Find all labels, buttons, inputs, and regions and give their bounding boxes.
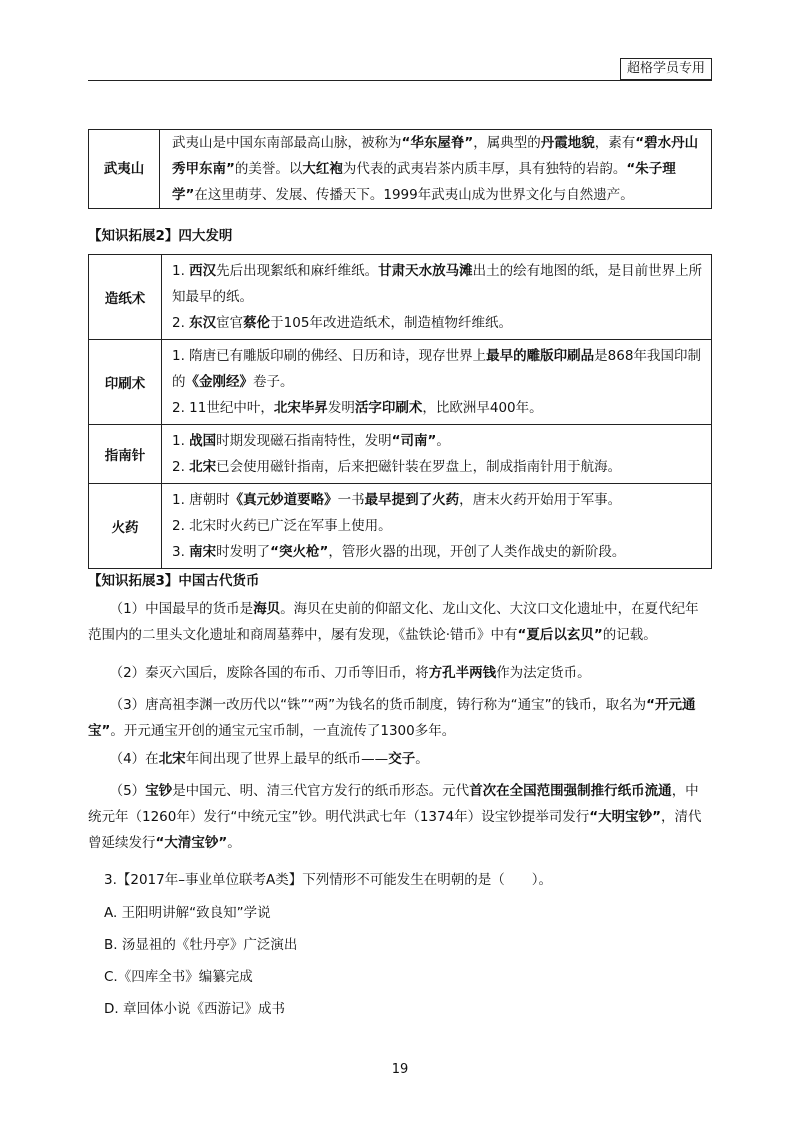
- option-b: B. 汤显祖的《牡丹亭》广泛演出: [104, 937, 298, 953]
- text-run: 宝钞: [145, 783, 173, 799]
- text-run: 《真元妙道要略》: [229, 492, 338, 508]
- currency-paragraph: [88, 778, 712, 856]
- text-run: 1. 唐朝时: [172, 492, 230, 508]
- invention-row: [89, 425, 712, 484]
- text-run: 年间出现了世界上最早的纸币——: [185, 751, 389, 767]
- text-run: 北宋毕昇: [273, 400, 328, 416]
- text-run: 时期发现磁石指南特性，发明: [216, 433, 392, 449]
- text-run: “大明宝钞”: [589, 809, 661, 825]
- text-run: ，管形火器的出现，开创了人类作战史的新阶段。: [328, 544, 626, 560]
- text-run: （1）中国最早的货币是: [109, 601, 254, 617]
- segment: ，素有: [594, 135, 636, 151]
- text-run: 。: [415, 751, 429, 767]
- text-run: 先后出现絮纸和麻纤维纸。: [216, 263, 379, 279]
- invention-item: [172, 513, 705, 539]
- invention-item: [172, 487, 705, 513]
- currency-paragraph: [88, 746, 712, 772]
- text-run: 。开元通宝开创的通宝元宝币制，一直流传了1300多年。: [110, 723, 456, 739]
- segment: “朱子理学”: [172, 161, 676, 203]
- text-run: 已会使用磁针指南，后来把磁针装在罗盘上，制成指南针用于航海。: [216, 459, 622, 475]
- text-run: 西汉: [189, 263, 217, 279]
- inventions-table: [88, 254, 712, 569]
- segment: 大红袍: [302, 161, 343, 177]
- text-run: 的记载。: [602, 627, 657, 643]
- invention-name: 火药: [89, 484, 162, 569]
- text-run: 蔡伦: [243, 315, 271, 331]
- text-run: 于105年改进造纸术，制造植物纤维纸。: [270, 315, 512, 331]
- section-title-inventions: 【知识拓展2】四大发明: [88, 228, 233, 244]
- text-run: 首次在全国范围强制推行纸币流通: [469, 783, 672, 799]
- text-run: （3）唐高祖李渊一改历代以“铢”“两”为钱名的货币制度，铸行称为“通宝”的钱币，取名为: [109, 697, 647, 713]
- text-run: 2.: [172, 315, 190, 331]
- segment: “碧水丹山秀甲东南”: [172, 135, 699, 177]
- invention-row: [89, 484, 712, 569]
- invention-name: 印刷术: [89, 340, 162, 425]
- text-run: 海贝: [253, 601, 281, 617]
- text-run: 是868年我国印制的: [172, 348, 701, 390]
- text-run: 北宋: [189, 459, 217, 475]
- invention-items: [162, 340, 712, 425]
- currency-paragraph: [88, 596, 712, 648]
- text-run: ，唐末火药开始用于军事。: [459, 492, 622, 508]
- segment: 在这里萌芽、发展、传播天下。1999年武夷山成为世界文化与自然遗产。: [194, 187, 634, 203]
- text-run: 《金刚经》: [185, 374, 253, 390]
- text-run: （5）: [109, 783, 146, 799]
- invention-item: [172, 428, 705, 454]
- text-run: 一书: [337, 492, 365, 508]
- invention-row: [89, 255, 712, 340]
- text-run: 出土的绘有地图的纸，是目前世界上所知最早的纸。: [172, 263, 703, 305]
- text-run: “司南”: [391, 433, 437, 449]
- text-run: “夏后以玄贝”: [517, 627, 603, 643]
- invention-item: [172, 454, 705, 480]
- text-run: 是中国元、明、清三代官方发行的纸币形态。元代: [172, 783, 470, 799]
- text-run: 最早提到了火药: [364, 492, 460, 508]
- invention-row: [89, 340, 712, 425]
- page-header: [88, 61, 712, 81]
- text-run: “开元通宝”: [88, 697, 696, 739]
- option-d: D. 章回体小说《西游记》成书: [104, 1001, 285, 1017]
- text-run: ，清代曾延续发行: [88, 809, 702, 851]
- section-title-currency: 【知识拓展3】中国古代货币: [88, 573, 260, 589]
- invention-item: [172, 343, 705, 395]
- invention-name: 指南针: [89, 425, 162, 484]
- text-run: 2. 北宋时火药已广泛在军事上使用。: [172, 518, 392, 534]
- text-run: 作为法定货币。: [496, 665, 591, 681]
- wuyi-table: [88, 129, 712, 209]
- wuyi-name: 武夷山: [89, 130, 160, 209]
- text-run: 。: [436, 433, 450, 449]
- text-run: 北宋: [158, 751, 186, 767]
- text-run: 交子: [388, 751, 416, 767]
- invention-item: [172, 395, 705, 421]
- text-run: 1.: [172, 263, 190, 279]
- wuyi-description: [160, 130, 712, 209]
- text-run: 3.: [172, 544, 190, 560]
- segment: 丹霞地貌: [540, 135, 595, 151]
- text-run: “大清宝钞”: [155, 835, 228, 851]
- invention-item: [172, 539, 705, 565]
- text-run: 。海贝在史前的仰韶文化、龙山文化、大汶口文化遗址中，在夏代纪年范围内的二里头文化遗址和商周墓葬中，屡有发现，《盐铁论·错币》中有: [88, 601, 699, 643]
- text-run: 南宋: [189, 544, 217, 560]
- text-run: 2.: [172, 459, 190, 475]
- text-run: ，比欧洲早400年。: [422, 400, 543, 416]
- invention-item: [172, 258, 705, 310]
- text-run: 甘肃天水放马滩: [378, 263, 473, 279]
- text-run: （2）秦灭六国后，废除各国的布币、刀币等旧币，将: [109, 665, 429, 681]
- text-run: “突火枪”: [270, 544, 329, 560]
- invention-name: 造纸术: [89, 255, 162, 340]
- text-run: 卷子。: [253, 374, 294, 390]
- text-run: ，中统元年（1260年）发行“中统元宝”钞。明代洪武七年（1374年）设宝钞提举司发行: [88, 783, 699, 825]
- currency-paragraph: [88, 660, 712, 686]
- segment: 的美誉。以: [234, 161, 303, 177]
- segment: ，属典型的: [473, 135, 541, 151]
- page-number: 19: [391, 1062, 409, 1077]
- invention-items: [162, 425, 712, 484]
- segment: “华东屋脊”: [401, 135, 474, 151]
- segment: 武夷山是中国东南部最高山脉，被称为: [172, 135, 402, 151]
- text-run: 最早的雕版印刷品: [486, 348, 595, 364]
- text-run: 宦官: [216, 315, 244, 331]
- text-run: 活字印刷术: [354, 400, 423, 416]
- text-run: 1.: [172, 433, 190, 449]
- text-run: 2. 11世纪中叶，: [172, 400, 274, 416]
- invention-item: [172, 310, 705, 336]
- option-a: A. 王阳明讲解“致良知”学说: [104, 905, 271, 921]
- wuyi-row: [89, 130, 712, 209]
- segment: 为代表的武夷岩茶内质丰厚，具有独特的岩韵。: [342, 161, 627, 177]
- question-stem: 3.【2017年–事业单位联考A类】下列情形不可能发生在明朝的是（ ）。: [104, 872, 552, 888]
- invention-items: [162, 255, 712, 340]
- text-run: 方孔半两钱: [428, 665, 497, 681]
- invention-items: [162, 484, 712, 569]
- text-run: （4）在: [109, 751, 159, 767]
- text-run: 战国: [189, 433, 217, 449]
- option-c: C.《四库全书》编纂完成: [104, 969, 253, 985]
- text-run: 1. 隋唐已有雕版印刷的佛经、日历和诗，现存世界上: [172, 348, 487, 364]
- student-only-badge: 超格学员专用: [620, 58, 712, 80]
- text-run: 发明: [327, 400, 355, 416]
- text-run: 东汉: [189, 315, 217, 331]
- text-run: 。: [227, 835, 241, 851]
- text-run: 时发明了: [216, 544, 271, 560]
- currency-paragraph: [88, 692, 712, 744]
